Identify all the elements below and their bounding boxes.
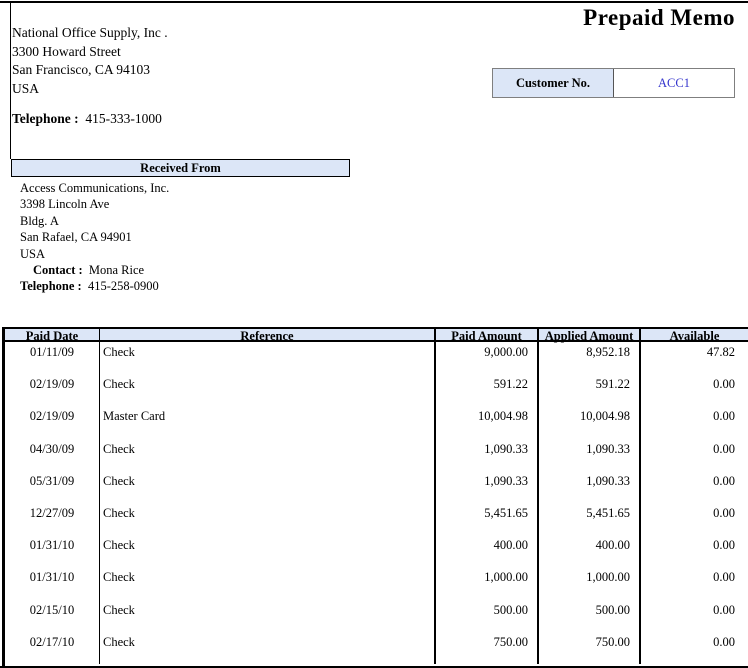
received-from-address-line: San Rafael, CA 94901	[20, 230, 132, 245]
cell-paid-amount: 5,451.65	[434, 503, 537, 535]
column-header-applied-amount: Applied Amount	[537, 329, 639, 342]
cell-reference: Check	[99, 503, 434, 535]
cell-paid-amount: 1,090.33	[434, 471, 537, 503]
cell-paid-amount: 750.00	[434, 632, 537, 664]
cell-paid-date: 05/31/09	[29, 473, 75, 488]
column-header-reference: Reference	[99, 329, 434, 342]
cell-paid-amount: 591.22	[434, 374, 537, 406]
table-row	[5, 567, 748, 599]
cell-reference: Check	[99, 535, 434, 567]
cell-paid-date: 02/17/10	[29, 634, 75, 649]
top-rule-line	[0, 1, 748, 3]
company-address-line: USA	[12, 80, 40, 96]
customer-number-label: Customer No.	[493, 69, 614, 97]
cell-paid-date: 12/27/09	[29, 505, 75, 520]
contact-line	[33, 262, 169, 278]
contact-value: Mona Rice	[88, 263, 145, 278]
table-row	[5, 406, 748, 438]
page-title: Prepaid Memo	[583, 5, 735, 30]
column-header-available: Available	[639, 329, 748, 342]
cell-available: 0.00	[639, 632, 748, 664]
cell-applied-amount: 10,004.98	[537, 406, 639, 438]
cell-paid-date: 01/31/10	[29, 570, 75, 585]
received-from-name: Access Communications, Inc.	[20, 181, 170, 195]
cell-available: 47.82	[639, 342, 748, 374]
table-row	[5, 535, 748, 567]
cell-applied-amount: 400.00	[537, 535, 639, 567]
customer-number-box	[492, 68, 735, 98]
cell-available: 0.00	[639, 406, 748, 438]
company-name: National Office Supply, Inc .	[12, 25, 168, 40]
table-row	[5, 471, 748, 503]
received-from-header: Received From	[11, 159, 350, 177]
table-header-row	[5, 329, 748, 342]
cell-applied-amount: 591.22	[537, 374, 639, 406]
customer-number-value: ACC1	[658, 75, 690, 90]
cell-reference: Check	[99, 471, 434, 503]
table-row	[5, 374, 748, 406]
telephone-value: 415-333-1000	[85, 111, 162, 126]
cell-applied-amount: 5,451.65	[537, 503, 639, 535]
company-address-line: San Francisco, CA 94103	[12, 62, 150, 77]
cell-paid-date: 02/15/10	[29, 602, 75, 617]
telephone-label: Telephone :	[20, 279, 82, 294]
cell-applied-amount: 500.00	[537, 600, 639, 632]
contact-label: Contact :	[33, 263, 83, 278]
table-row	[5, 632, 748, 664]
left-rule-line	[10, 1, 11, 159]
cell-reference: Check	[99, 632, 434, 664]
telephone-label: Telephone :	[12, 111, 79, 126]
cell-reference: Check	[99, 439, 434, 471]
cell-paid-amount: 1,000.00	[434, 567, 537, 599]
table-row	[5, 342, 748, 374]
cell-applied-amount: 1,000.00	[537, 567, 639, 599]
cell-paid-date: 02/19/09	[29, 409, 75, 424]
cell-available: 0.00	[639, 503, 748, 535]
company-address-line: 3300 Howard Street	[12, 43, 121, 59]
cell-paid-amount: 400.00	[434, 535, 537, 567]
column-header-paid-date: Paid Date	[5, 329, 99, 342]
received-from-telephone-line	[20, 278, 169, 294]
cell-available: 0.00	[639, 535, 748, 567]
cell-applied-amount: 1,090.33	[537, 471, 639, 503]
company-address-block	[12, 24, 168, 129]
cell-available: 0.00	[639, 471, 748, 503]
company-telephone-line	[12, 110, 168, 129]
cell-paid-amount: 9,000.00	[434, 342, 537, 374]
cell-reference: Master Card	[99, 406, 434, 438]
table-body	[5, 342, 748, 664]
cell-paid-amount: 10,004.98	[434, 406, 537, 438]
cell-paid-date: 01/31/10	[29, 538, 75, 553]
column-header-paid-amount: Paid Amount	[434, 329, 537, 342]
cell-reference: Check	[99, 567, 434, 599]
cell-applied-amount: 8,952.18	[537, 342, 639, 374]
cell-reference: Check	[99, 374, 434, 406]
cell-reference: Check	[99, 600, 434, 632]
table-row	[5, 503, 748, 535]
cell-reference: Check	[99, 342, 434, 374]
cell-paid-amount: 500.00	[434, 600, 537, 632]
cell-applied-amount: 1,090.33	[537, 439, 639, 471]
cell-available: 0.00	[639, 600, 748, 632]
cell-paid-date: 02/19/09	[29, 377, 75, 392]
cell-available: 0.00	[639, 439, 748, 471]
received-from-address-block	[20, 180, 169, 295]
table-row	[5, 600, 748, 632]
received-from-address-line: Bldg. A	[20, 213, 59, 228]
cell-paid-date: 01/11/09	[30, 345, 74, 359]
telephone-value: 415-258-0900	[87, 279, 159, 294]
table-row	[5, 439, 748, 471]
cell-available: 0.00	[639, 567, 748, 599]
cell-available: 0.00	[639, 374, 748, 406]
cell-applied-amount: 750.00	[537, 632, 639, 664]
received-from-address-line: USA	[20, 246, 46, 261]
received-from-address-line: 3398 Lincoln Ave	[20, 197, 110, 212]
cell-paid-amount: 1,090.33	[434, 439, 537, 471]
cell-paid-date: 04/30/09	[29, 441, 75, 456]
prepaid-payments-table	[2, 327, 748, 668]
